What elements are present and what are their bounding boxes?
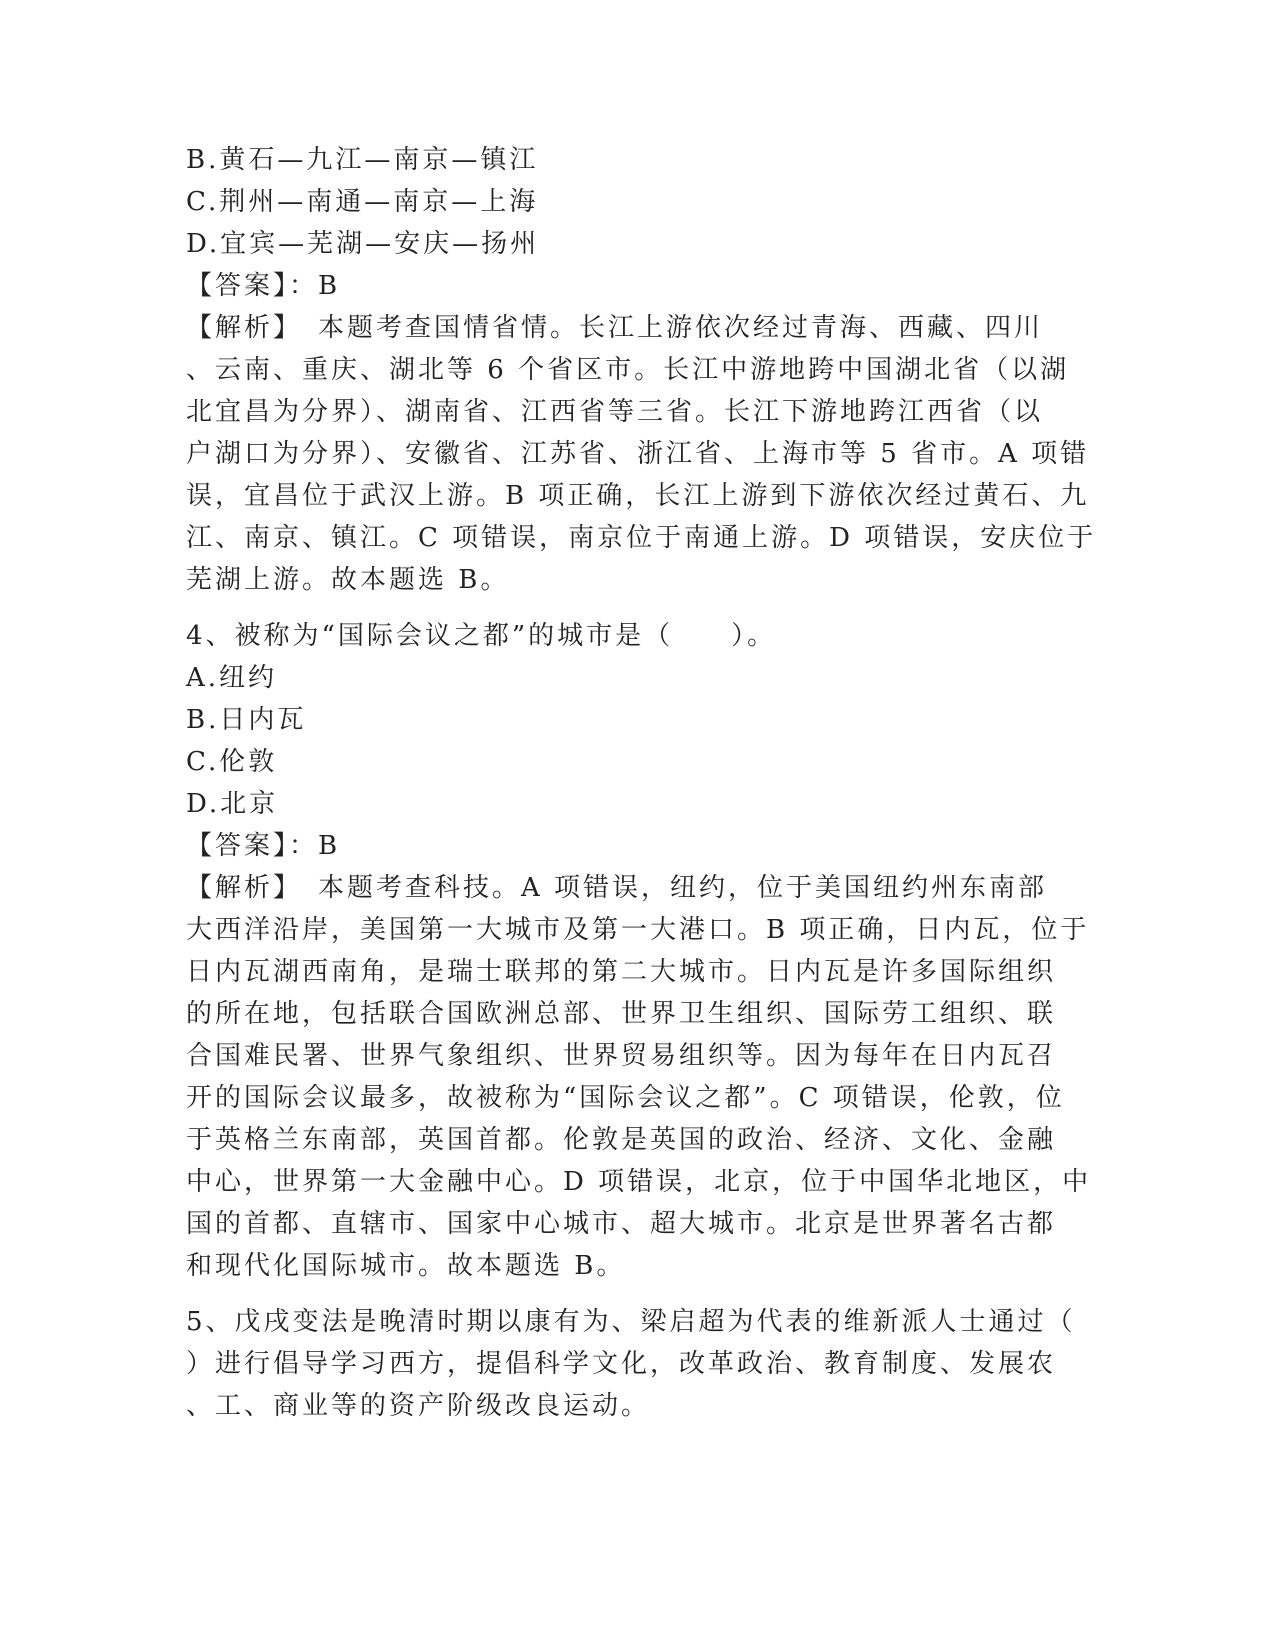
q3-option-b: B.黄石—九江—南京—镇江 <box>186 145 539 175</box>
q4-answer: 【答案】：B <box>186 831 341 861</box>
q5-stem-line: 5、戊戌变法是晚清时期以康有为、梁启超为代表的维新派人士通过（ <box>186 1307 1076 1337</box>
q3-analysis-line: 误，宜昌位于武汉上游。B 项正确，长江上游到下游依次经过黄石、九 <box>186 481 1090 511</box>
q3-analysis-line: 、云南、重庆、湖北等 6 个省区市。长江中游地跨中国湖北省（以湖 <box>186 355 1070 385</box>
q3-option-c: C.荆州—南通—南京—上海 <box>186 187 539 217</box>
q4-option-b: B.日内瓦 <box>186 705 307 735</box>
q4-analysis-line: 中心，世界第一大金融中心。D 项错误，北京，位于中国华北地区，中 <box>186 1167 1092 1197</box>
q3-analysis-line: 江、南京、镇江。C 项错误，南京位于南通上游。D 项错误，安庆位于 <box>186 523 1097 553</box>
q3-analysis-line: 北宜昌为分界）、湖南省、江西省等三省。长江下游地跨江西省（以 <box>186 397 1044 427</box>
q4-analysis-line: 于英格兰东南部，英国首都。伦敦是英国的政治、经济、文化、金融 <box>186 1125 1057 1155</box>
q4-analysis-line: 合国难民署、世界气象组织、世界贸易组织等。因为每年在日内瓦召 <box>186 1041 1057 1071</box>
q4-analysis-line: 国的首都、直辖市、国家中心城市、超大城市。北京是世界著名古都 <box>186 1209 1057 1239</box>
q3-analysis-line: 户湖口为分界）、安徽省、江苏省、浙江省、上海市等 5 省市。A 项错 <box>186 439 1090 469</box>
q4-analysis-line: 大西洋沿岸，美国第一大城市及第一大港口。B 项正确，日内瓦，位于 <box>186 915 1090 945</box>
q3-option-d: D.宜宾—芜湖—安庆—扬州 <box>186 229 540 259</box>
q4-stem: 4、被称为“国际会议之都”的城市是（ ）。 <box>186 621 777 651</box>
q4-option-c: C.伦敦 <box>186 747 278 777</box>
q3-analysis-line: 【解析】 本题考查国情省情。长江上游依次经过青海、西藏、四川 <box>186 313 1044 343</box>
q5-stem-line: ）进行倡导学习西方，提倡科学文化，改革政治、教育制度、发展农 <box>186 1349 1057 1379</box>
q4-analysis-line: 【解析】 本题考查科技。A 项错误，纽约，位于美国纽约州东南部 <box>186 873 1048 903</box>
q4-analysis-line: 和现代化国际城市。故本题选 B。 <box>186 1251 626 1281</box>
q4-analysis-line: 开的国际会议最多，故被称为“国际会议之都”。C 项错误，伦敦，位 <box>186 1083 1065 1113</box>
q4-analysis-line: 日内瓦湖西南角，是瑞士联邦的第二大城市。日内瓦是许多国际组织 <box>186 957 1057 987</box>
q5-stem-line: 、工、商业等的资产阶级改良运动。 <box>186 1391 651 1421</box>
q4-option-d: D.北京 <box>186 789 279 819</box>
q4-analysis-line: 的所在地，包括联合国欧洲总部、世界卫生组织、国际劳工组织、联 <box>186 999 1057 1029</box>
q3-answer: 【答案】：B <box>186 271 341 301</box>
q3-analysis-line: 芜湖上游。故本题选 B。 <box>186 565 510 595</box>
q4-option-a: A.纽约 <box>186 663 278 693</box>
